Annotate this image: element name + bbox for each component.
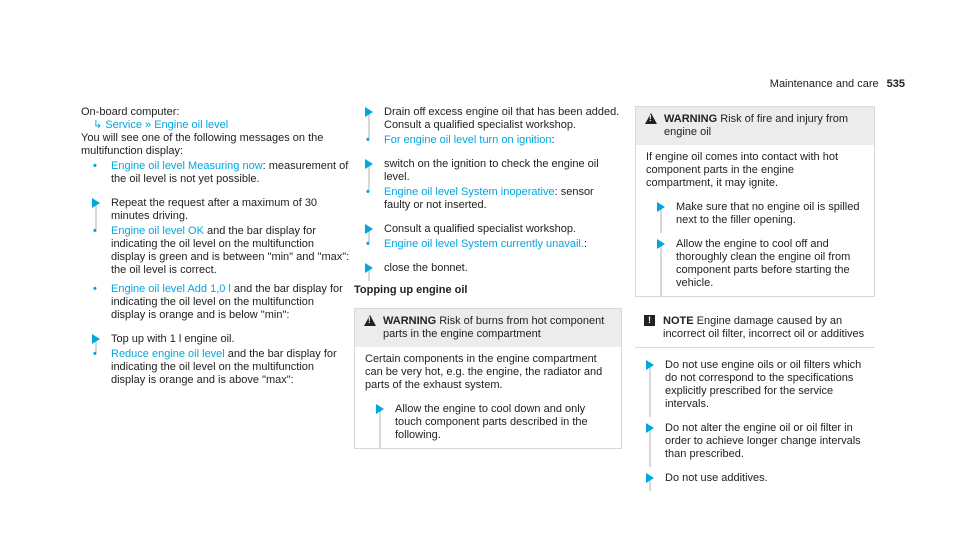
step-item: [635, 472, 875, 485]
step-text: Allow the engine to cool down and only touch component parts described in the following.: [395, 403, 588, 441]
step-arrow-icon: [646, 360, 654, 370]
message-name: Engine oil level System currently unavail.: [384, 238, 584, 250]
intro-text: On-board computer:: [81, 106, 180, 118]
step-arrow-icon: [365, 107, 373, 117]
step-arrow-icon: [646, 423, 654, 433]
step-arrow-icon: [365, 263, 373, 273]
nav-service: Service: [105, 119, 142, 131]
message-name: Engine oil level Add 1,0 l: [111, 283, 231, 295]
step-arrow-icon: [365, 159, 373, 169]
step-arrow-icon: [646, 473, 654, 483]
step-arrow-icon: [92, 198, 100, 208]
warning-box: [635, 106, 875, 297]
list-item: [354, 134, 622, 147]
bullet-icon: •: [366, 186, 370, 198]
message-name: For engine oil level turn on ignition: [384, 134, 552, 146]
section-title: Maintenance and care: [769, 78, 879, 90]
column-1: [81, 106, 351, 387]
message-name: Engine oil level Measuring now: [111, 160, 263, 172]
warning-icon: [645, 113, 657, 124]
note-icon: !: [644, 315, 655, 326]
step-item: [354, 223, 622, 236]
warning-label: WARNING: [664, 113, 718, 125]
step-text: Consult a qualified specialist workshop.: [384, 223, 576, 235]
step-item: [646, 238, 864, 290]
list-item: [81, 348, 351, 387]
message-desc: :: [551, 134, 555, 146]
step-text: Make sure that no engine oil is spilled next to the filler opening.: [676, 201, 860, 226]
nav-separator-icon: »: [145, 119, 152, 131]
bullet-icon: •: [93, 160, 97, 172]
warning-box: [354, 308, 622, 449]
message-desc: : sensor faulty or not inserted.: [384, 186, 594, 211]
warning-title: Risk of burns from hot component parts in the engine compartment: [383, 315, 605, 340]
warning-label: WARNING: [383, 315, 437, 327]
warning-body: [636, 145, 874, 296]
message-desc: and the bar display for indicating the oil level on the multifunction display is orange and is below "min":: [111, 283, 343, 321]
step-item: [646, 201, 864, 227]
list-item: [81, 283, 351, 322]
message-name: Engine oil level OK: [111, 225, 204, 237]
step-text: Do not use engine oils or oil filters which do not correspond to the specifications explicitly prescribed for the service intervals.: [665, 359, 862, 410]
message-name: Reduce engine oil level: [111, 348, 225, 360]
step-arrow-icon: [657, 239, 665, 249]
warning-title: Risk of fire and injury from engine oil: [664, 113, 848, 138]
message-desc: and the bar display for indicating the oil level on the multifunction display is orange and is above "max":: [111, 348, 337, 386]
bullet-icon: •: [93, 348, 97, 360]
message-desc: : measurement of the oil level is not yet possible.: [111, 160, 349, 185]
message-name: Engine oil level System inoperative: [384, 186, 555, 198]
nav-engine-oil-level: Engine oil level: [154, 119, 229, 131]
step-item: [365, 403, 611, 442]
list-item: [354, 186, 622, 212]
list-item: [81, 225, 351, 277]
step-text: Allow the engine to cool off and thoroughly clean the engine oil from component parts before starting the vehicle.: [676, 238, 851, 289]
nav-arrow-icon: ↳: [93, 119, 103, 131]
list-item: [81, 160, 351, 186]
step-arrow-icon: [365, 224, 373, 234]
column-3: [635, 106, 875, 485]
warning-header: [636, 107, 874, 145]
note-label: NOTE: [663, 315, 694, 327]
note-title: Engine damage caused by an incorrect oil filter, incorrect oil or additives: [663, 315, 865, 340]
paragraph: You will see one of the following messages on the multifunction display:: [81, 132, 324, 157]
note-header: [635, 309, 875, 348]
step-item: [635, 422, 875, 461]
bullet-icon: •: [366, 134, 370, 146]
step-text: Do not alter the engine oil or oil filter in order to achieve longer change intervals than prescribed.: [665, 422, 861, 460]
bullet-icon: •: [93, 225, 97, 237]
message-desc: and the bar display for indicating the oil level on the multifunction display is green and is between "min" and "max": the oil level is correct.: [111, 225, 350, 276]
step-arrow-icon: [92, 334, 100, 344]
step-text: Repeat the request after a maximum of 30 minutes driving.: [111, 197, 318, 222]
step-text: Drain off excess engine oil that has been added. Consult a qualified specialist workshop.: [384, 106, 620, 131]
step-text: Top up with 1 l engine oil.: [111, 333, 235, 345]
step-text: switch on the ignition to check the engine oil level.: [384, 158, 599, 183]
step-text: close the bonnet.: [384, 262, 468, 274]
step-arrow-icon: [376, 404, 384, 414]
page-number: 535: [886, 78, 905, 90]
bullet-icon: •: [366, 238, 370, 250]
step-item: [81, 333, 351, 346]
menu-path: [81, 119, 351, 132]
warning-text: If engine oil comes into contact with hot component parts in the engine compartment, it may ignite.: [646, 151, 838, 189]
bullet-icon: •: [93, 283, 97, 295]
page-header: [770, 78, 905, 90]
warning-body: [355, 347, 621, 448]
step-item: [635, 359, 875, 411]
warning-icon: [364, 315, 376, 326]
step-arrow-icon: [657, 202, 665, 212]
step-item: [354, 158, 622, 184]
warning-header: [355, 309, 621, 347]
column-2: [354, 106, 622, 449]
step-item: [81, 197, 351, 223]
step-item: [354, 106, 622, 132]
step-item: [354, 262, 622, 275]
list-item: [354, 238, 622, 251]
warning-text: Certain components in the engine compartment can be very hot, e.g. the engine, the radiator and parts of the exhaust system.: [365, 353, 603, 391]
step-text: Do not use additives.: [665, 472, 768, 484]
section-heading: Topping up engine oil: [354, 284, 468, 296]
message-desc: :: [583, 238, 587, 250]
